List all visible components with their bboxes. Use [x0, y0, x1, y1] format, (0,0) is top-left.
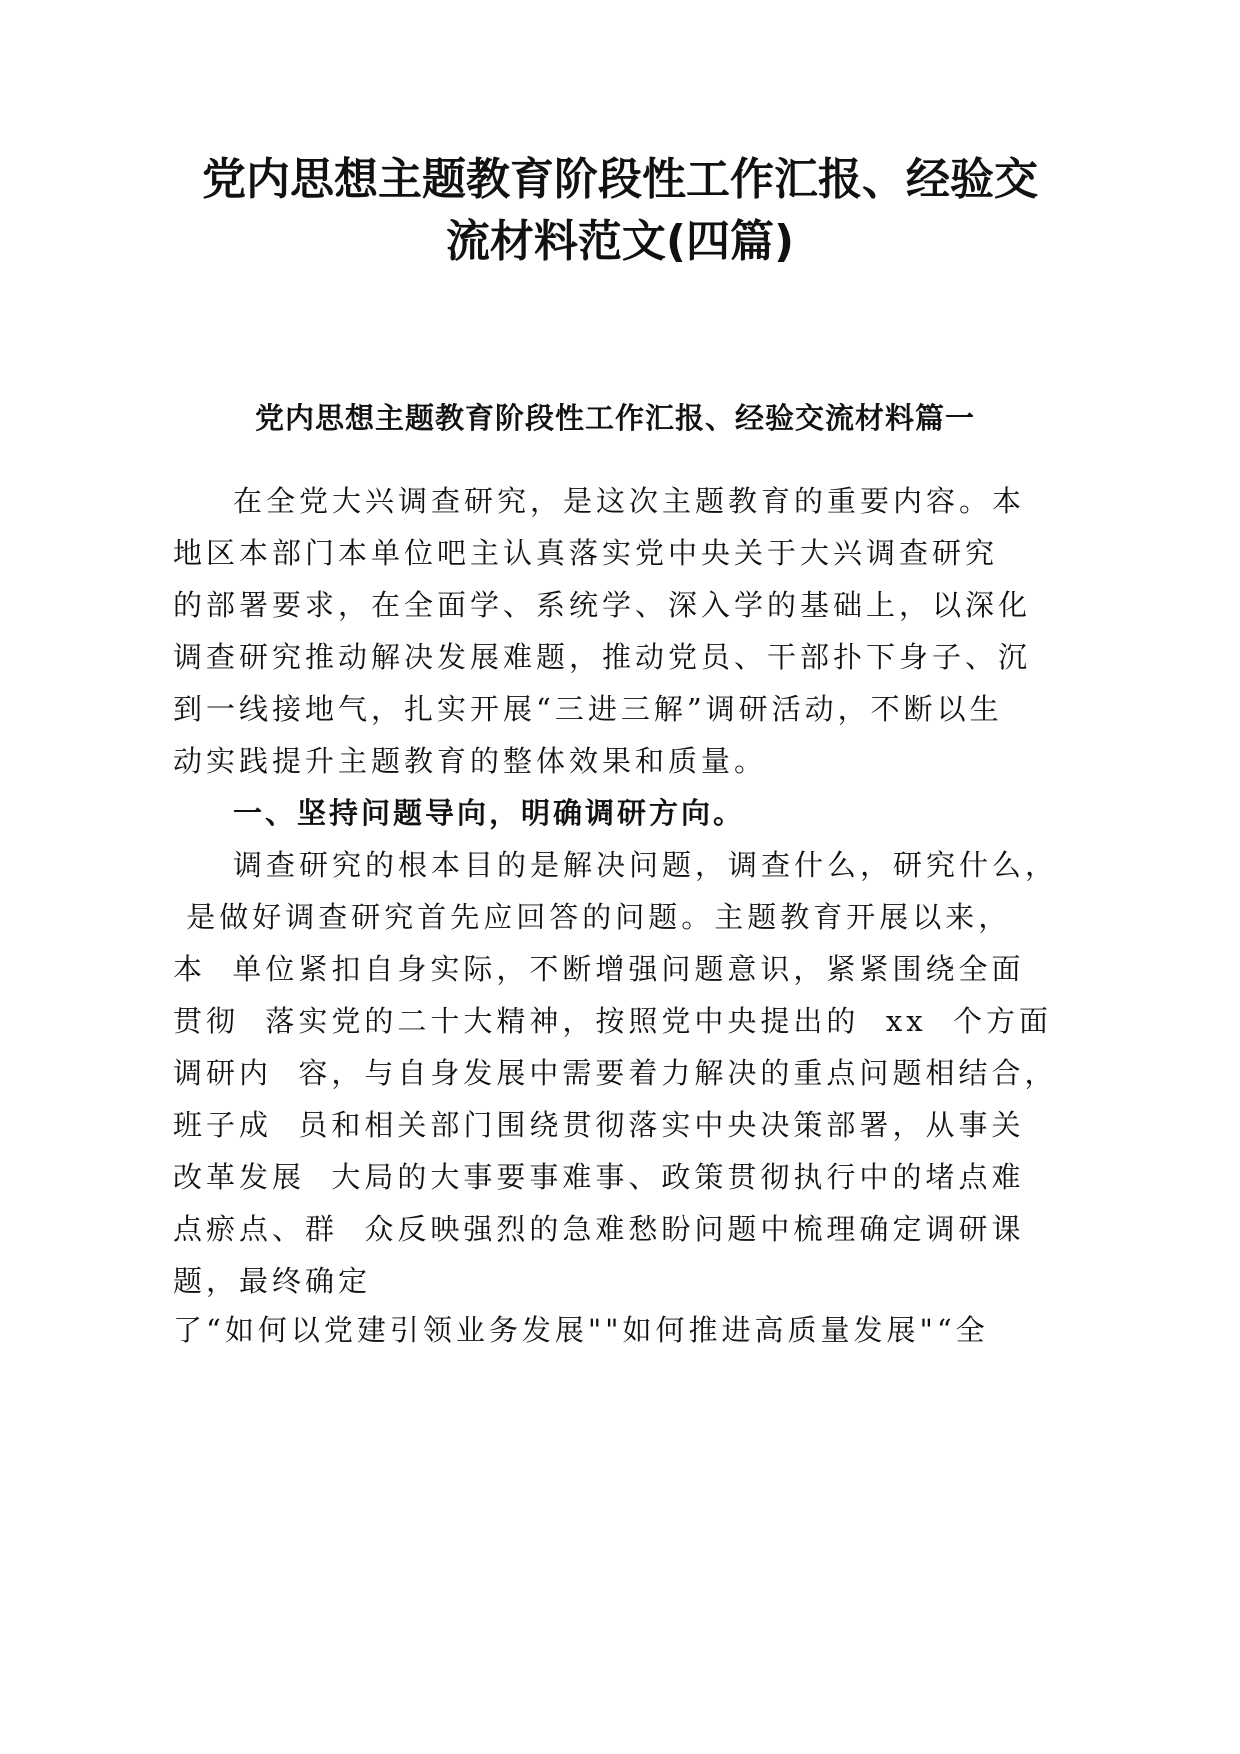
paragraph-1-line-6: 动实践提升主题教育的整体效果和质量。	[173, 744, 768, 778]
paragraph-2-line-7: 改革发展 大局的大事要事难事、政策贯彻执行中的堵点难	[173, 1160, 1025, 1194]
paragraph-2-line-6: 班子成 员和相关部门围绕贯彻落实中央决策部署，从事关	[173, 1108, 1025, 1142]
paragraph-2-line-1: 调查研究的根本目的是解决问题，调查什么，研究什么，	[233, 848, 1059, 882]
section-title: 党内思想主题教育阶段性工作汇报、经验交流材料篇一	[255, 401, 976, 435]
document-title-line-2: 流材料范文(四篇)	[445, 216, 795, 267]
paragraph-1-line-2: 地区本部门本单位吧主认真落实党中央关于大兴调查研究	[173, 536, 999, 570]
paragraph-2-line-5: 调研内 容，与自身发展中需要着力解决的重点问题相结合，	[173, 1056, 1058, 1090]
document-title-line-1: 党内思想主题教育阶段性工作汇报、经验交	[202, 154, 1038, 205]
paragraph-2-line-3: 本 单位紧扣自身实际，不断增强问题意识，紧紧围绕全面	[173, 952, 1025, 986]
paragraph-1-line-4: 调查研究推动解决发展难题，推动党员、干部扑下身子、沉	[173, 640, 1032, 674]
paragraph-1-line-5: 到一线接地气，扎实开展“三进三解”调研活动，不断以生	[173, 692, 1003, 726]
paragraph-2-line-8: 点瘀点、群 众反映强烈的急难愁盼问题中梳理确定调研课	[173, 1212, 1025, 1246]
paragraph-2-line-9: 题，最终确定	[173, 1264, 372, 1298]
heading-1: 一、坚持问题导向，明确调研方向。	[233, 796, 746, 830]
paragraph-1-line-3: 的部署要求，在全面学、系统学、深入学的基础上，以深化	[173, 588, 1032, 622]
paragraph-2-line-2: 是做好调查研究首先应回答的问题。主题教育开展以来，	[173, 900, 1012, 934]
paragraph-2-line-10: 了“如何以党建引领业务发展""如何推进高质量发展"“全	[173, 1313, 989, 1347]
paragraph-1-line-1: 在全党大兴调查研究，是这次主题教育的重要内容。本	[233, 484, 1026, 518]
paragraph-2-line-4: 贯彻 落实党的二十大精神，按照党中央提出的 xx 个方面	[173, 1004, 1053, 1038]
